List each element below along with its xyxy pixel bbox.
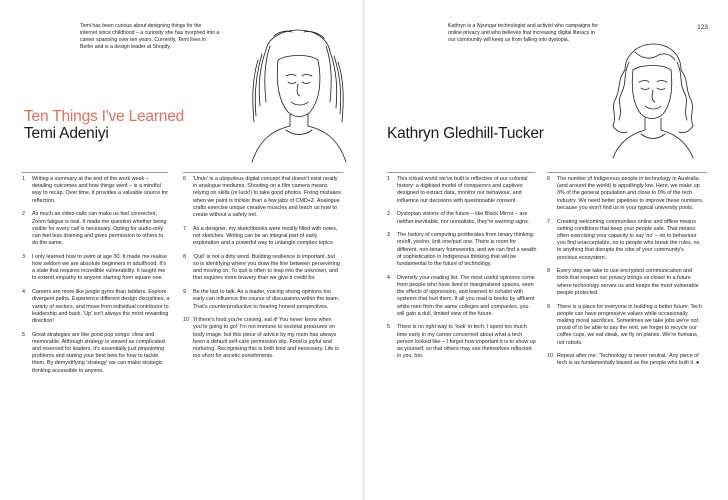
item-text: Careers are more like jungle gyms than ladders. Explore divergent paths. Experience different design disciplines, a variety of sectors, and move from individual contributor to leadership and back. 'Up' isn't always the most rewarding direction!: [32, 289, 170, 324]
left-page: [0, 0, 363, 500]
item-text: Every step we take to use encrypted communication and tools that respect our privacy brings us closer to a future where technology serves us and keeps the most vulnerable people protected.: [557, 268, 699, 296]
item-text: As much as video calls can make us feel connected, Zoom fatigue is real. It made me question whether being visible for every call is necessary. Opting for audio-only can feel less draining and gives permission to others to do the same.: [32, 211, 167, 247]
item-number: 7: [547, 218, 550, 225]
list-item: [387, 275, 537, 318]
list-item: [547, 176, 705, 212]
list-item: [22, 176, 170, 205]
list-item: [183, 289, 341, 311]
item-number: 8: [547, 268, 550, 275]
page-number: 123: [697, 24, 708, 31]
item-text: The history of computing proliferates from binary thinking: on/off, yes/no, knit one/purl one. There is room for different, non-binary frameworks, and we can find a wealth of sophistication in Indigenous thinking that will be fundamental to the future of technology.: [397, 232, 537, 268]
item-text: Writing a summary at the end of the work week – detailing outcomes and how things went – is a mindful way to recap. Over time, it provides a valuable source for reflection.: [32, 176, 169, 204]
list-item: [22, 254, 170, 283]
kathryn-bio: Kathryn is a Nyungar technologist and activist who campaigns for online privacy and who believes that increasing digital literacy in our community will keep us from falling into dystopia.: [448, 23, 598, 44]
item-number: 4: [387, 274, 390, 281]
temi-portrait: [238, 26, 356, 164]
list-item: [22, 289, 170, 325]
list-item: [22, 332, 170, 375]
temi-list-column-2: [183, 176, 341, 367]
item-text: Diversify your reading list. The most useful opinions come from people who have lived in marginalised spaces, seen the effects of oppression, and learned to cohabit with systems that hurt them. If all you read is books by affluent white men from the same colleges and companies, you will gain a dull, limited view of the future.: [397, 274, 535, 317]
list-item: [183, 254, 341, 283]
temi-bio: Temi has been curious about designing things for the internet since childhood – a curiosity she has morphed into a career spanning over ten years. Currently, Temi lives in Berlin and is a design leader at Shopify.: [80, 23, 220, 51]
item-number: 3: [22, 253, 25, 260]
item-number: 5: [22, 331, 25, 338]
item-number: 2: [22, 211, 25, 218]
item-text: 'If there's food you're craving, eat it! You never know when you're going to go!' I'm not immune to societal pressures on body image, but this piece of advice by my mum has always been a default self-care permission slip. Food is joyful and nurturing. Recognising this is both kind and necessary. Life is too short for ascetic punishments.: [193, 317, 339, 360]
column-rule: [22, 172, 168, 173]
list-item: [547, 353, 705, 367]
list-item: [387, 324, 537, 360]
temi-list-column-1: [22, 176, 170, 381]
list-item: [22, 211, 170, 247]
item-text: Be the last to talk. As a leader, voicing strong opinions too early can influence the course of discussions within the team. That's counterproductive to hearing honest perspectives.: [193, 289, 340, 310]
item-number: 2: [387, 211, 390, 218]
item-text: I only learned how to swim at age 30. It made me realise how seldom we are absolute beginners in adulthood. It's a state that requires incredible vulnerability. It taught me to extend empathy to anyone starting from square one.: [32, 253, 167, 282]
list-item: [387, 232, 537, 268]
list-item: [183, 226, 341, 248]
kathryn-list-column-1: [387, 176, 537, 367]
item-text: There is no right way to 'look' in tech. I spent too much time early in my career concerned about what a tech person looked like – I forgot how important it is to show up as yourself, so that others may see themselves reflected in you, too.: [397, 324, 536, 360]
list-item: [183, 317, 341, 360]
column-rule: [387, 172, 535, 173]
item-number: 6: [547, 176, 550, 182]
kathryn-portrait: [595, 40, 707, 160]
kathryn-name: Kathryn Gledhill-Tucker: [387, 125, 544, 142]
item-number: 6: [183, 176, 186, 182]
item-text: 'Quit' is not a dirty word. Building resilience is important, but so is identifying where you draw the line between persevering and moving on. To quit is often to leap into the unknown, and that requires more bravery than we give it credit for.: [193, 253, 340, 282]
item-number: 1: [387, 176, 390, 182]
right-page: [365, 0, 728, 500]
item-number: 9: [547, 303, 550, 310]
column-rule: [183, 172, 343, 173]
item-number: 1: [22, 176, 25, 182]
item-number: 5: [387, 324, 390, 331]
list-item: [183, 176, 341, 219]
item-text: As a designer, my sketchbooks were mostly filled with notes, not sketches. Writing can be an integral part of early exploration and a powerful way to untangle complex topics.: [193, 225, 338, 247]
item-number: 3: [387, 232, 390, 239]
article-title: Ten Things I've Learned: [24, 108, 185, 125]
list-item: [547, 268, 705, 297]
list-item: [547, 304, 705, 347]
kathryn-list-column-2: [547, 176, 705, 374]
item-text: Great strategies are like good pop songs: clear and memorable. Although strategy is viewed as complicated and reserved for leaders, it's essentially just pinpointing problems and stating your best bets for how to tackle them. By demystifying 'strategy' we can make strategic thinking accessible to anyone.: [32, 331, 165, 374]
item-text: Repeat after me: 'Technology is never neutral.' Any piece of tech is as fundamentally biased as the people who built it. ●: [557, 353, 700, 367]
item-text: 'Undo' is a ubiquitous digital concept that doesn't exist neatly in analogue mediums. Shooting on a film camera means relying on skills (or luck!) to take good photos. Fixing mistakes when we paint is trickier than a few jabs of CMD+Z. Analogue crafts exercise unique creative muscles and teach us how to create without a safety net.: [193, 176, 342, 219]
item-number: 7: [183, 225, 186, 232]
list-item: [387, 176, 537, 205]
item-text: There is a place for everyone in building a better future. Tech people can have progressive values while occasionally making moral sacrifices. Sometimes we take jobs we're not proud of to be able to pay the rent, we forget to recycle our coffee cups, we eat steak, we fly on planes. We're humans, not robots.: [557, 303, 702, 346]
item-number: 9: [183, 289, 186, 296]
item-number: 4: [22, 289, 25, 296]
list-item: [387, 211, 537, 225]
item-text: This virtual world we've built is reflective of our colonial history: a digitised model of conquerors and captives designed to extract data, monitor our behaviour, and influence our decisions with questionable consent.: [397, 176, 528, 204]
column-rule: [547, 172, 707, 173]
item-text: The number of Indigenous people in technology in Australia (and around the world) is appallingly low. Here, we make up 3% of the general population and close to 0% of the tech industry. We need better pipelines to improve these numbers, because you won't find us in your typical university pools.: [557, 176, 704, 211]
item-number: 10: [183, 317, 189, 324]
item-number: 10: [547, 353, 553, 360]
item-text: Dystopian visions of the future – like Black Mirror – are neither inevitable, nor unrealistic, they're warning signs.: [397, 211, 530, 225]
list-item: [547, 219, 705, 262]
item-number: 8: [183, 253, 186, 260]
temi-name: Temi Adeniyi: [24, 125, 109, 142]
item-text: Creating welcoming communities online and offline means setting conditions that keep your people safe. That means often exercising your capacity to say 'no' – no to behaviour you find unacceptable, no to people who break the rules, no to anything that disrupts the vibe of your community's precious ecosystem.: [557, 218, 700, 261]
